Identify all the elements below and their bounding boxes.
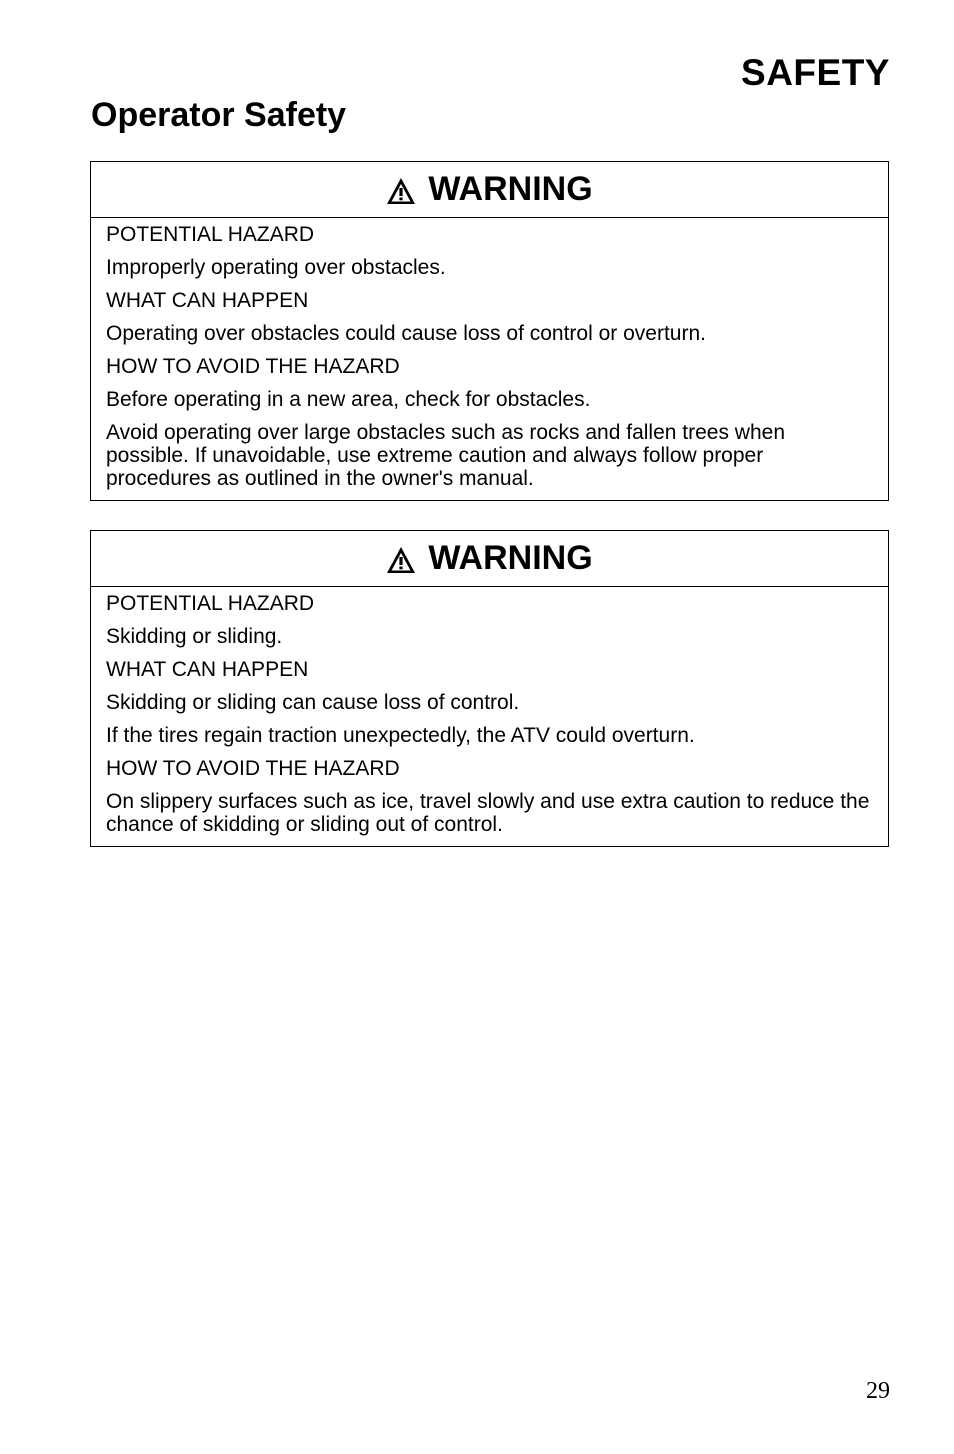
warning-title: WARNING bbox=[428, 539, 593, 577]
warning-header bbox=[91, 531, 888, 587]
hazard-description: Skidding or sliding. bbox=[106, 625, 283, 648]
warning-box-skidding bbox=[90, 530, 889, 847]
consequence-label: WHAT CAN HAPPEN bbox=[106, 289, 309, 312]
chapter-title: SAFETY bbox=[741, 52, 890, 93]
hazard-label: POTENTIAL HAZARD bbox=[106, 592, 315, 615]
consequence-description: Skidding or sliding can cause loss of control. bbox=[106, 691, 520, 714]
warning-body bbox=[91, 218, 888, 490]
avoidance-instruction: On slippery surfaces such as ice, travel slowly and use extra caution to reduce the chance of skidding or sliding out of control. bbox=[106, 790, 870, 836]
page-number: 29 bbox=[866, 1378, 890, 1404]
warning-body bbox=[91, 587, 888, 836]
consequence-description: Operating over obstacles could cause loss of control or overturn. bbox=[106, 322, 706, 345]
warning-triangle-icon bbox=[386, 546, 416, 574]
warning-header bbox=[91, 162, 888, 218]
warning-box-obstacles bbox=[90, 161, 889, 501]
hazard-label: POTENTIAL HAZARD bbox=[106, 223, 315, 246]
avoidance-label: HOW TO AVOID THE HAZARD bbox=[106, 757, 400, 780]
consequence-description: If the tires regain traction unexpectedly, the ATV could overturn. bbox=[106, 724, 695, 747]
consequence-label: WHAT CAN HAPPEN bbox=[106, 658, 309, 681]
hazard-description: Improperly operating over obstacles. bbox=[106, 256, 446, 279]
section-title: Operator Safety bbox=[91, 96, 347, 134]
warning-triangle-icon bbox=[386, 177, 416, 205]
avoidance-label: HOW TO AVOID THE HAZARD bbox=[106, 355, 400, 378]
avoidance-instruction: Avoid operating over large obstacles such as rocks and fallen trees when possible. If unavoidable, use extreme caution and always follow proper procedures as outlined in the owner's manual. bbox=[106, 421, 786, 490]
avoidance-instruction: Before operating in a new area, check for obstacles. bbox=[106, 388, 591, 411]
warning-title: WARNING bbox=[428, 170, 593, 208]
